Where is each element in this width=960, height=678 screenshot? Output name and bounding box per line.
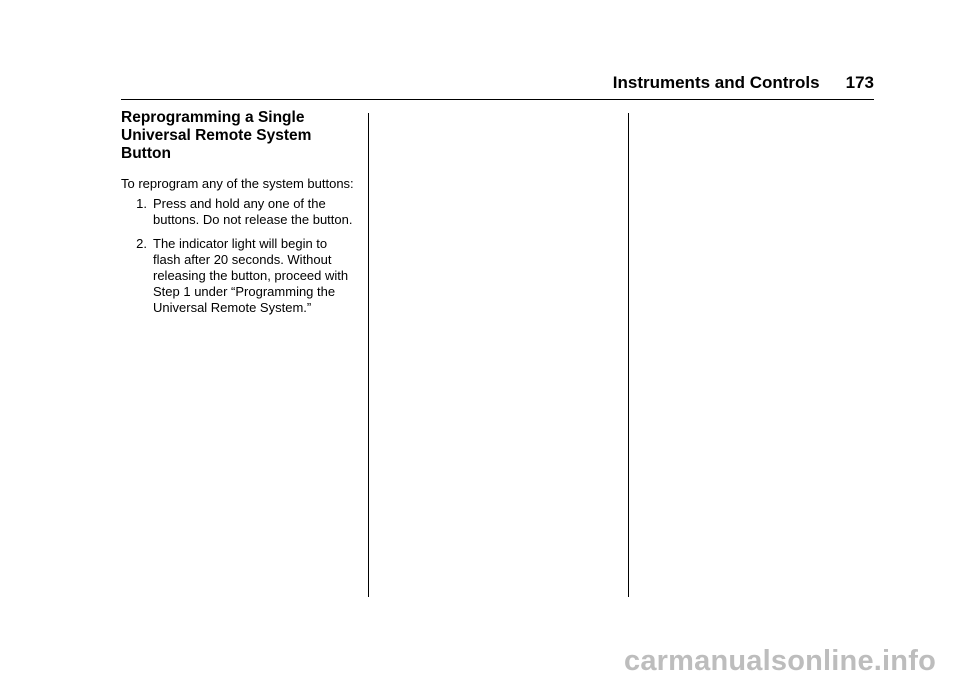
step-item	[121, 236, 356, 316]
step-text: The indicator light will begin to flash after 20 seconds. Without releasing the button, proceed with Step 1 under “Programming the Universal Remote System.”	[153, 236, 349, 315]
step-text: Press and hold any one of the buttons. Do not release the button.	[153, 196, 353, 227]
steps-list	[121, 196, 356, 316]
column-divider-right	[628, 113, 629, 597]
step-number: 1.	[136, 196, 147, 211]
header-rule	[121, 99, 874, 100]
column-divider-left	[368, 113, 369, 597]
step-number: 2.	[136, 236, 147, 251]
chapter-title: Instruments and Controls	[612, 73, 820, 92]
section-title: Reprogramming a Single Universal Remote System Button	[121, 109, 312, 162]
step-item	[121, 196, 356, 228]
watermark: carmanualsonline.info	[624, 645, 936, 677]
left-column	[121, 109, 356, 324]
section-intro: To reprogram any of the system buttons:	[121, 176, 354, 191]
page-number: 173	[845, 73, 874, 92]
page-header	[0, 72, 874, 94]
